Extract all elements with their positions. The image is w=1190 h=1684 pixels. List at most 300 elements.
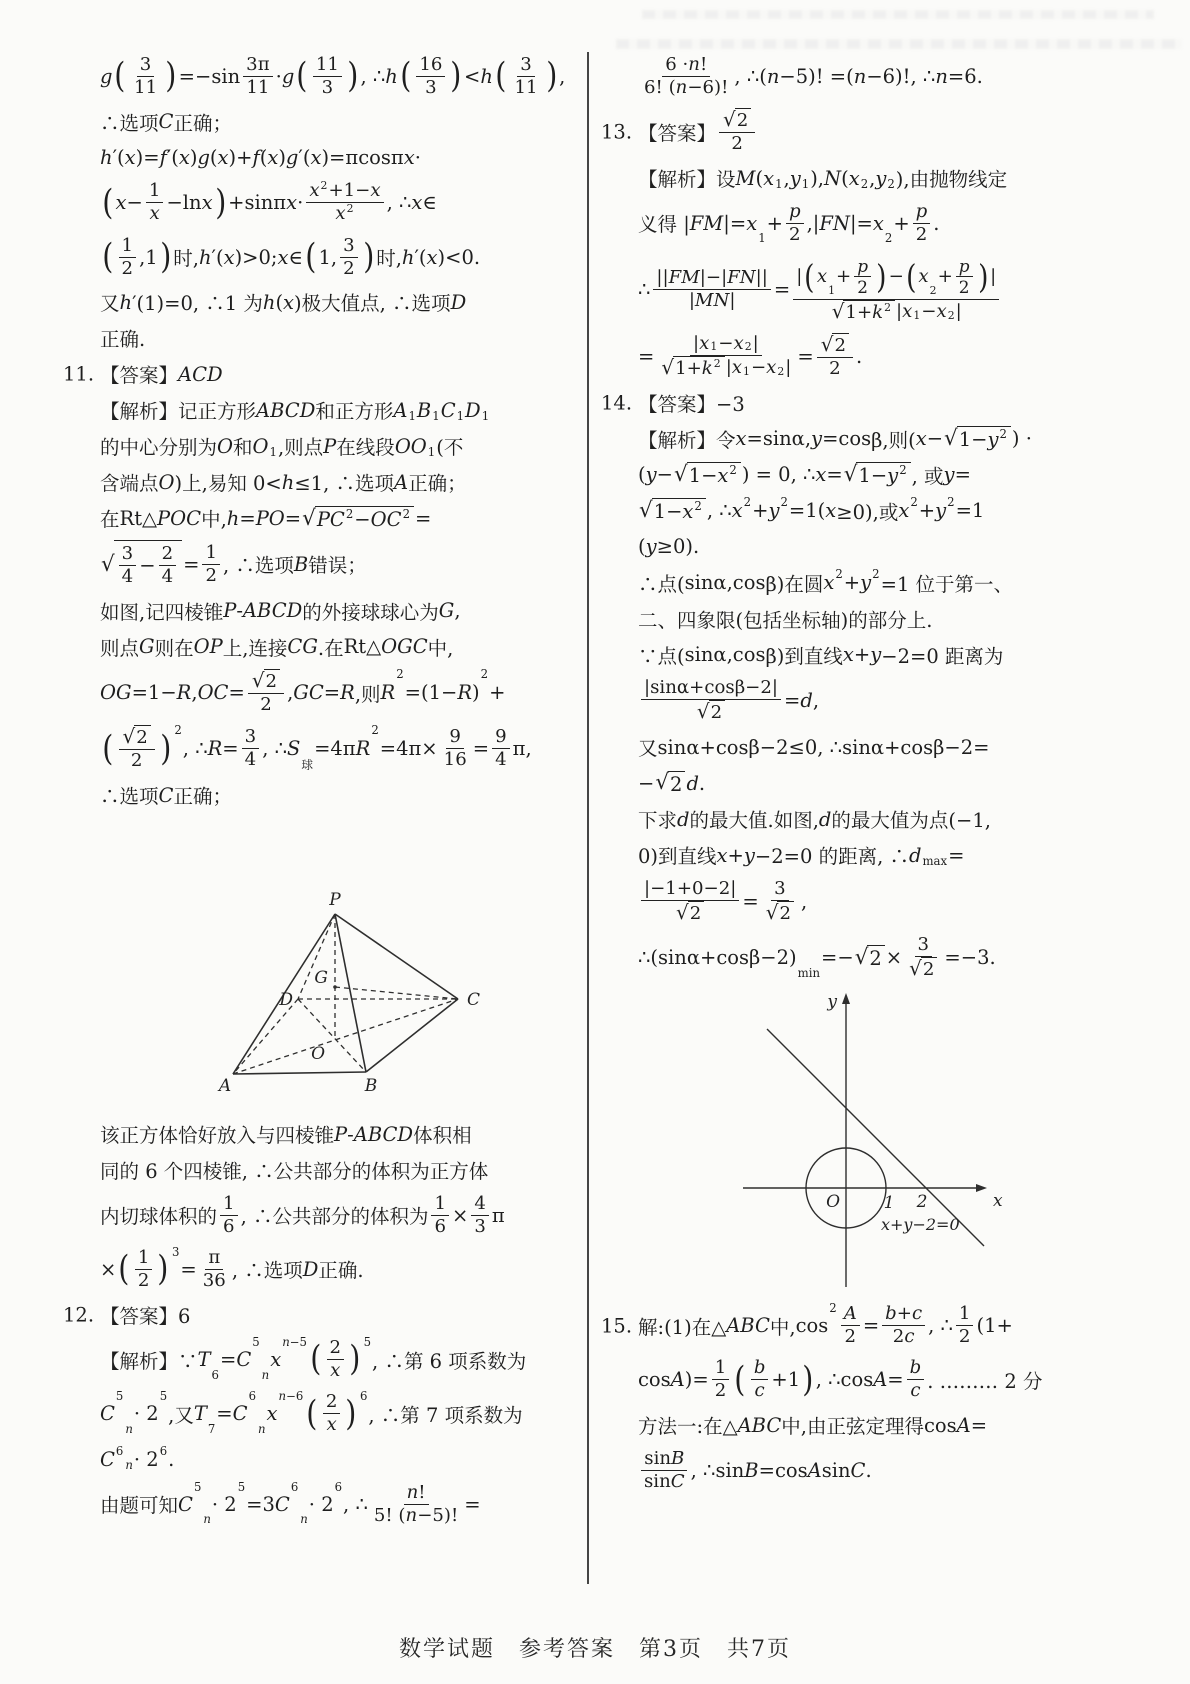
math-text: sin xyxy=(821,1458,851,1482)
denominator xyxy=(242,749,260,771)
math-text: 4 xyxy=(161,565,174,587)
numerator xyxy=(786,201,804,224)
math-text: N xyxy=(824,166,842,190)
numerator xyxy=(220,1193,238,1216)
math-text: = xyxy=(797,345,814,369)
math-text: 中, xyxy=(427,636,454,660)
denominator xyxy=(471,1216,489,1238)
math-text: 2 xyxy=(137,1269,150,1291)
math-text: (1+ xyxy=(976,1314,1013,1338)
math-text: )<0. xyxy=(437,245,481,269)
math-text: 1 xyxy=(223,1192,235,1214)
math-text: y xyxy=(768,499,780,523)
radicand xyxy=(688,901,705,925)
big-paren: ( xyxy=(305,236,317,277)
superscript xyxy=(282,1337,307,1349)
fraction xyxy=(371,1482,461,1527)
math-text: + xyxy=(489,681,506,705)
math-line xyxy=(100,468,586,497)
math-text: n xyxy=(125,1457,133,1472)
math-text: 正确. xyxy=(318,1259,364,1283)
math-text: β)到直线 xyxy=(765,644,843,668)
math-text: )>0; xyxy=(234,245,278,269)
math-text: β,则( xyxy=(871,428,916,452)
vertex-label-A: A xyxy=(218,1075,232,1096)
math-text: , ∴ xyxy=(706,499,732,523)
numerator xyxy=(306,180,383,203)
math-text: 6 xyxy=(434,1215,447,1237)
math-text: π xyxy=(390,146,404,170)
math-text: 【答案】−3 xyxy=(638,392,745,416)
math-text: 9 xyxy=(495,726,507,748)
math-text: ABC xyxy=(726,1314,770,1338)
radical-sign: √ xyxy=(655,770,670,796)
coordinate-figure xyxy=(731,989,1136,1295)
math-text: x xyxy=(283,290,295,314)
math-text: y xyxy=(743,843,755,867)
fraction xyxy=(641,878,739,925)
math-text: 11 xyxy=(134,77,158,99)
radicand xyxy=(856,462,910,487)
math-text: d xyxy=(818,807,832,831)
math-text: 的最大值.如图, xyxy=(689,809,819,832)
radicand xyxy=(673,356,725,380)
math-text: 4 xyxy=(244,749,257,771)
math-text: −6)!, ∴ xyxy=(866,65,936,89)
big-paren: ) xyxy=(347,56,359,97)
superscript xyxy=(347,204,354,215)
math-text: x xyxy=(918,265,929,287)
math-text: = xyxy=(948,843,965,867)
subscript xyxy=(743,367,750,378)
math-text: 2 xyxy=(947,495,955,510)
fraction xyxy=(119,235,137,280)
superscript xyxy=(115,1443,124,1458)
math-text: .在 xyxy=(317,636,344,660)
math-text: 2 xyxy=(922,958,935,980)
math-text: =6. xyxy=(947,65,983,89)
numerator xyxy=(817,333,853,358)
math-text: sin xyxy=(715,1458,745,1482)
math-text: 2 xyxy=(857,277,868,298)
math-text: 2 xyxy=(174,723,182,738)
y-axis-label: y xyxy=(827,992,837,1012)
numerator xyxy=(313,54,342,77)
superscript xyxy=(729,465,736,477)
math-text: n xyxy=(282,1335,290,1349)
math-text: g xyxy=(197,146,210,170)
denominator xyxy=(220,1216,238,1238)
page-footer: 数学试题 参考答案 第3页 共7页 xyxy=(399,1637,791,1662)
math-text: 义得 | xyxy=(638,213,690,237)
math-line xyxy=(638,841,1136,870)
math-line xyxy=(638,496,1136,525)
denominator xyxy=(828,300,965,324)
math-text: ) · xyxy=(1011,427,1032,451)
math-text: π xyxy=(491,1203,505,1227)
superscript xyxy=(159,1443,168,1458)
math-text: , xyxy=(783,166,790,190)
numerator xyxy=(915,934,933,957)
numerator xyxy=(135,1247,153,1270)
denominator xyxy=(119,566,137,588)
math-text: = xyxy=(954,463,971,487)
math-text: y xyxy=(935,499,947,523)
math-text: ∴选项 xyxy=(100,111,159,135)
big-paren: ) xyxy=(157,1249,169,1290)
fraction xyxy=(248,669,284,716)
fraction xyxy=(200,1247,229,1292)
point-G xyxy=(333,985,337,989)
math-text: x xyxy=(426,245,438,269)
big-paren: ) xyxy=(160,728,172,769)
math-text: cos xyxy=(358,146,391,170)
big-paren: ) xyxy=(802,1359,814,1400)
math-text: cos xyxy=(795,1314,829,1338)
math-text: )=π xyxy=(321,146,359,170)
math-text: + xyxy=(836,265,852,287)
math-text: 3 xyxy=(474,1215,486,1237)
math-text: n xyxy=(935,65,948,89)
radical-sign: √ xyxy=(820,332,834,357)
math-text: n xyxy=(688,54,700,75)
fraction xyxy=(956,1303,974,1348)
math-text: − xyxy=(750,357,767,379)
math-text: 0)到直线 xyxy=(638,845,717,868)
math-text: 2 xyxy=(689,902,702,924)
radicand xyxy=(687,462,741,487)
math-text: , ∴ xyxy=(928,1314,953,1338)
numerator xyxy=(517,54,535,77)
math-text: 1 xyxy=(269,445,277,460)
radicand xyxy=(957,426,1011,451)
math-text: 1 xyxy=(828,284,836,297)
math-line xyxy=(100,1156,586,1185)
math-text: + xyxy=(766,211,783,235)
math-text: = xyxy=(638,345,655,369)
math-text: 1 xyxy=(801,176,810,191)
math-text: · 2 xyxy=(133,1402,159,1426)
math-text: R xyxy=(457,681,473,705)
math-line xyxy=(638,1356,1136,1403)
math-text: 1 xyxy=(137,1246,150,1268)
math-text: A xyxy=(394,470,409,494)
math-text: 2 xyxy=(402,506,410,521)
math-text: 【解析】∵ xyxy=(100,1349,198,1373)
math-text: =1( xyxy=(788,499,826,523)
math-line xyxy=(100,1120,586,1149)
math-text: p xyxy=(857,255,869,276)
math-text: )= xyxy=(135,146,160,170)
superscript xyxy=(360,1391,367,1403)
problem-number: 12. xyxy=(63,1303,95,1326)
math-text: 【答案】 xyxy=(100,364,179,388)
math-text: 2 xyxy=(371,723,379,738)
right-column-text-bottom xyxy=(601,1301,1136,1494)
math-text: sin xyxy=(658,945,687,969)
math-text: 又 xyxy=(638,737,658,760)
math-text: x xyxy=(733,333,744,354)
fraction xyxy=(817,333,853,380)
math-line xyxy=(63,360,586,389)
radical-sign: √ xyxy=(639,498,653,524)
diagonal-DB xyxy=(298,999,366,1072)
denominator xyxy=(135,1270,153,1292)
math-text: ∴( xyxy=(638,945,659,969)
math-text: ,则点 xyxy=(277,436,324,460)
numerator xyxy=(323,1391,341,1414)
numerator xyxy=(841,1303,860,1326)
math-line xyxy=(100,1445,586,1474)
math-line xyxy=(638,877,1136,926)
math-text: . xyxy=(856,345,863,369)
math-text: 5 xyxy=(159,1389,168,1404)
math-line xyxy=(638,676,1136,725)
superscript xyxy=(364,1337,371,1349)
denominator xyxy=(243,77,272,99)
math-line xyxy=(638,532,1136,561)
superscript xyxy=(402,506,410,521)
math-text: = xyxy=(284,506,302,530)
math-text: △ xyxy=(366,635,382,658)
math-text: cos xyxy=(838,427,872,451)
pyramid-figure xyxy=(163,817,586,1113)
radical-sign: √ xyxy=(765,899,779,924)
big-paren: ( xyxy=(102,182,114,223)
math-text: x xyxy=(149,203,160,225)
numerator xyxy=(431,1193,449,1216)
math-text: ,| xyxy=(806,211,820,235)
numerator xyxy=(690,333,762,356)
fraction xyxy=(841,1303,860,1348)
denominator xyxy=(327,1360,343,1382)
math-text: min xyxy=(797,966,821,981)
denominator xyxy=(641,1471,688,1493)
math-text: 1 xyxy=(148,180,161,202)
math-text: −2=0 距离为 xyxy=(881,644,1004,668)
square-root xyxy=(676,901,704,925)
subscript xyxy=(203,1514,211,1526)
math-text: T xyxy=(193,1402,207,1426)
math-text: 2 xyxy=(205,564,217,586)
math-text: c xyxy=(754,1380,765,1402)
math-text: . xyxy=(933,211,940,235)
math-text: 2 xyxy=(743,495,752,510)
math-text: 2 xyxy=(265,671,278,692)
math-text: h xyxy=(198,245,212,269)
superscript xyxy=(371,725,378,737)
math-text: cos xyxy=(732,643,766,667)
vertex-label-D: D xyxy=(279,989,293,1010)
math-text: k xyxy=(872,301,884,323)
math-text: 1− xyxy=(688,464,718,488)
math-line xyxy=(638,640,1136,669)
math-text: = xyxy=(323,681,341,705)
superscript xyxy=(947,497,954,509)
math-text: P xyxy=(334,1122,348,1146)
fraction xyxy=(653,267,770,312)
math-text: PC xyxy=(316,507,345,531)
fraction xyxy=(313,54,342,99)
math-text: MN xyxy=(694,289,730,311)
math-text: − xyxy=(166,191,183,215)
subscript xyxy=(261,1367,270,1382)
math-text: 3 xyxy=(917,933,930,955)
math-text: = xyxy=(822,427,839,451)
radicand xyxy=(735,108,752,132)
math-text: 2 xyxy=(958,277,970,298)
math-text: 2 xyxy=(884,231,893,246)
math-text: − xyxy=(888,265,904,287)
math-text: 1 xyxy=(434,1192,447,1214)
math-line xyxy=(100,107,586,136)
math-text: )+ xyxy=(228,146,253,170)
denominator xyxy=(159,566,177,588)
math-line xyxy=(100,396,586,425)
math-text: , ∴ xyxy=(690,1458,716,1482)
superscript xyxy=(345,506,354,521)
radicand xyxy=(652,498,706,523)
math-text: x xyxy=(915,427,927,451)
math-text: x xyxy=(815,463,827,487)
radicand xyxy=(867,945,884,970)
math-text: 11 xyxy=(514,77,538,99)
math-text: y xyxy=(789,166,801,190)
math-text: 6 xyxy=(334,1479,343,1494)
math-text: ∴选项 xyxy=(100,785,159,808)
radical-sign: √ xyxy=(673,462,688,488)
math-text: α, xyxy=(713,643,733,667)
fraction xyxy=(511,54,540,99)
math-text: 1 xyxy=(121,234,134,256)
square-root xyxy=(723,108,751,132)
subscript xyxy=(745,342,752,353)
math-text: β−2) xyxy=(749,945,797,969)
fraction xyxy=(119,543,137,588)
math-text: 1 xyxy=(205,541,217,563)
math-text: = xyxy=(887,1368,904,1392)
math-text: d xyxy=(686,771,699,795)
math-text: sin xyxy=(684,571,714,595)
math-text: , ∴( xyxy=(734,65,767,89)
math-text: 2 xyxy=(670,772,683,796)
math-text: A xyxy=(843,1303,857,1324)
math-text: ABC xyxy=(737,1413,782,1437)
math-text: h xyxy=(401,245,415,269)
math-text: 二、四象限(包括坐标轴)的部分上. xyxy=(638,608,933,632)
denominator xyxy=(200,1270,229,1292)
math-text: h xyxy=(480,65,493,89)
math-text: =− xyxy=(821,945,854,969)
fraction xyxy=(641,677,781,724)
vertex-label-P: P xyxy=(329,889,341,910)
math-text: C xyxy=(178,1492,193,1516)
math-line xyxy=(638,460,1136,489)
subscript xyxy=(125,1421,133,1436)
math-text: 2 xyxy=(887,176,895,191)
math-text: y xyxy=(811,427,823,451)
big-paren: ( xyxy=(310,1339,322,1380)
fraction xyxy=(854,256,871,298)
math-text: cos xyxy=(716,945,750,969)
math-text: | xyxy=(729,289,736,311)
math-text: x xyxy=(682,500,694,524)
math-text: O xyxy=(158,470,175,494)
radicand xyxy=(668,771,685,796)
math-text: ′( xyxy=(166,146,179,170)
math-text: =4π xyxy=(314,737,356,761)
math-text: 1− xyxy=(858,464,888,488)
math-text: - xyxy=(236,599,243,622)
math-text: x xyxy=(178,146,190,170)
fraction xyxy=(416,54,445,99)
math-line xyxy=(638,164,1136,193)
radical-sign: √ xyxy=(843,462,858,488)
math-text: 2 xyxy=(869,946,882,970)
math-text: PO xyxy=(255,506,285,530)
numerator xyxy=(248,669,284,694)
square-root xyxy=(674,462,741,487)
math-text: C xyxy=(100,1402,115,1426)
math-text: 5 xyxy=(252,1335,260,1349)
numerator xyxy=(653,267,770,290)
math-text: p xyxy=(958,255,970,276)
radical-sign: √ xyxy=(676,899,689,924)
math-text: · 2 xyxy=(308,1492,334,1516)
subscript xyxy=(482,411,489,423)
math-text: 的最大值为点(−1, xyxy=(831,809,991,832)
two-column-layout xyxy=(64,46,1136,1584)
numerator xyxy=(416,54,445,77)
math-text: ∈ xyxy=(288,245,303,269)
math-text: ≤1, ∴选项 xyxy=(294,472,394,496)
math-text: x xyxy=(124,146,136,170)
math-text: −5 xyxy=(289,1335,307,1349)
math-text: OP xyxy=(193,635,223,658)
math-text: 5 xyxy=(363,1335,372,1349)
numerator xyxy=(159,543,177,566)
numerator xyxy=(641,878,739,901)
math-text: x xyxy=(902,300,913,322)
math-text: D xyxy=(450,290,467,314)
math-text: OC xyxy=(370,507,402,531)
math-line xyxy=(63,1300,586,1329)
math-text: x xyxy=(411,191,423,215)
math-text: 2 xyxy=(884,300,892,314)
math-text: ) xyxy=(189,146,198,170)
big-paren: ( xyxy=(114,56,126,97)
math-text: 6 xyxy=(290,1479,299,1494)
math-text: A xyxy=(873,1368,888,1392)
math-text: x xyxy=(936,300,947,322)
denominator xyxy=(905,957,941,981)
math-text: 1 xyxy=(432,409,440,424)
superscript xyxy=(481,669,488,681)
math-text: × xyxy=(452,1203,469,1227)
math-text: cos xyxy=(715,735,749,759)
superscript xyxy=(193,1479,202,1494)
subscript xyxy=(125,1457,133,1472)
math-text: cos xyxy=(704,677,735,699)
denominator xyxy=(712,1380,730,1402)
line-equation-label: x+y−2=0 xyxy=(881,1215,960,1234)
math-text: || xyxy=(755,266,768,288)
subscript xyxy=(300,1514,308,1526)
big-paren: ) xyxy=(345,1393,357,1434)
edge-DA-hidden xyxy=(233,999,298,1074)
square-root xyxy=(661,356,724,380)
math-text: )= xyxy=(684,1368,709,1392)
